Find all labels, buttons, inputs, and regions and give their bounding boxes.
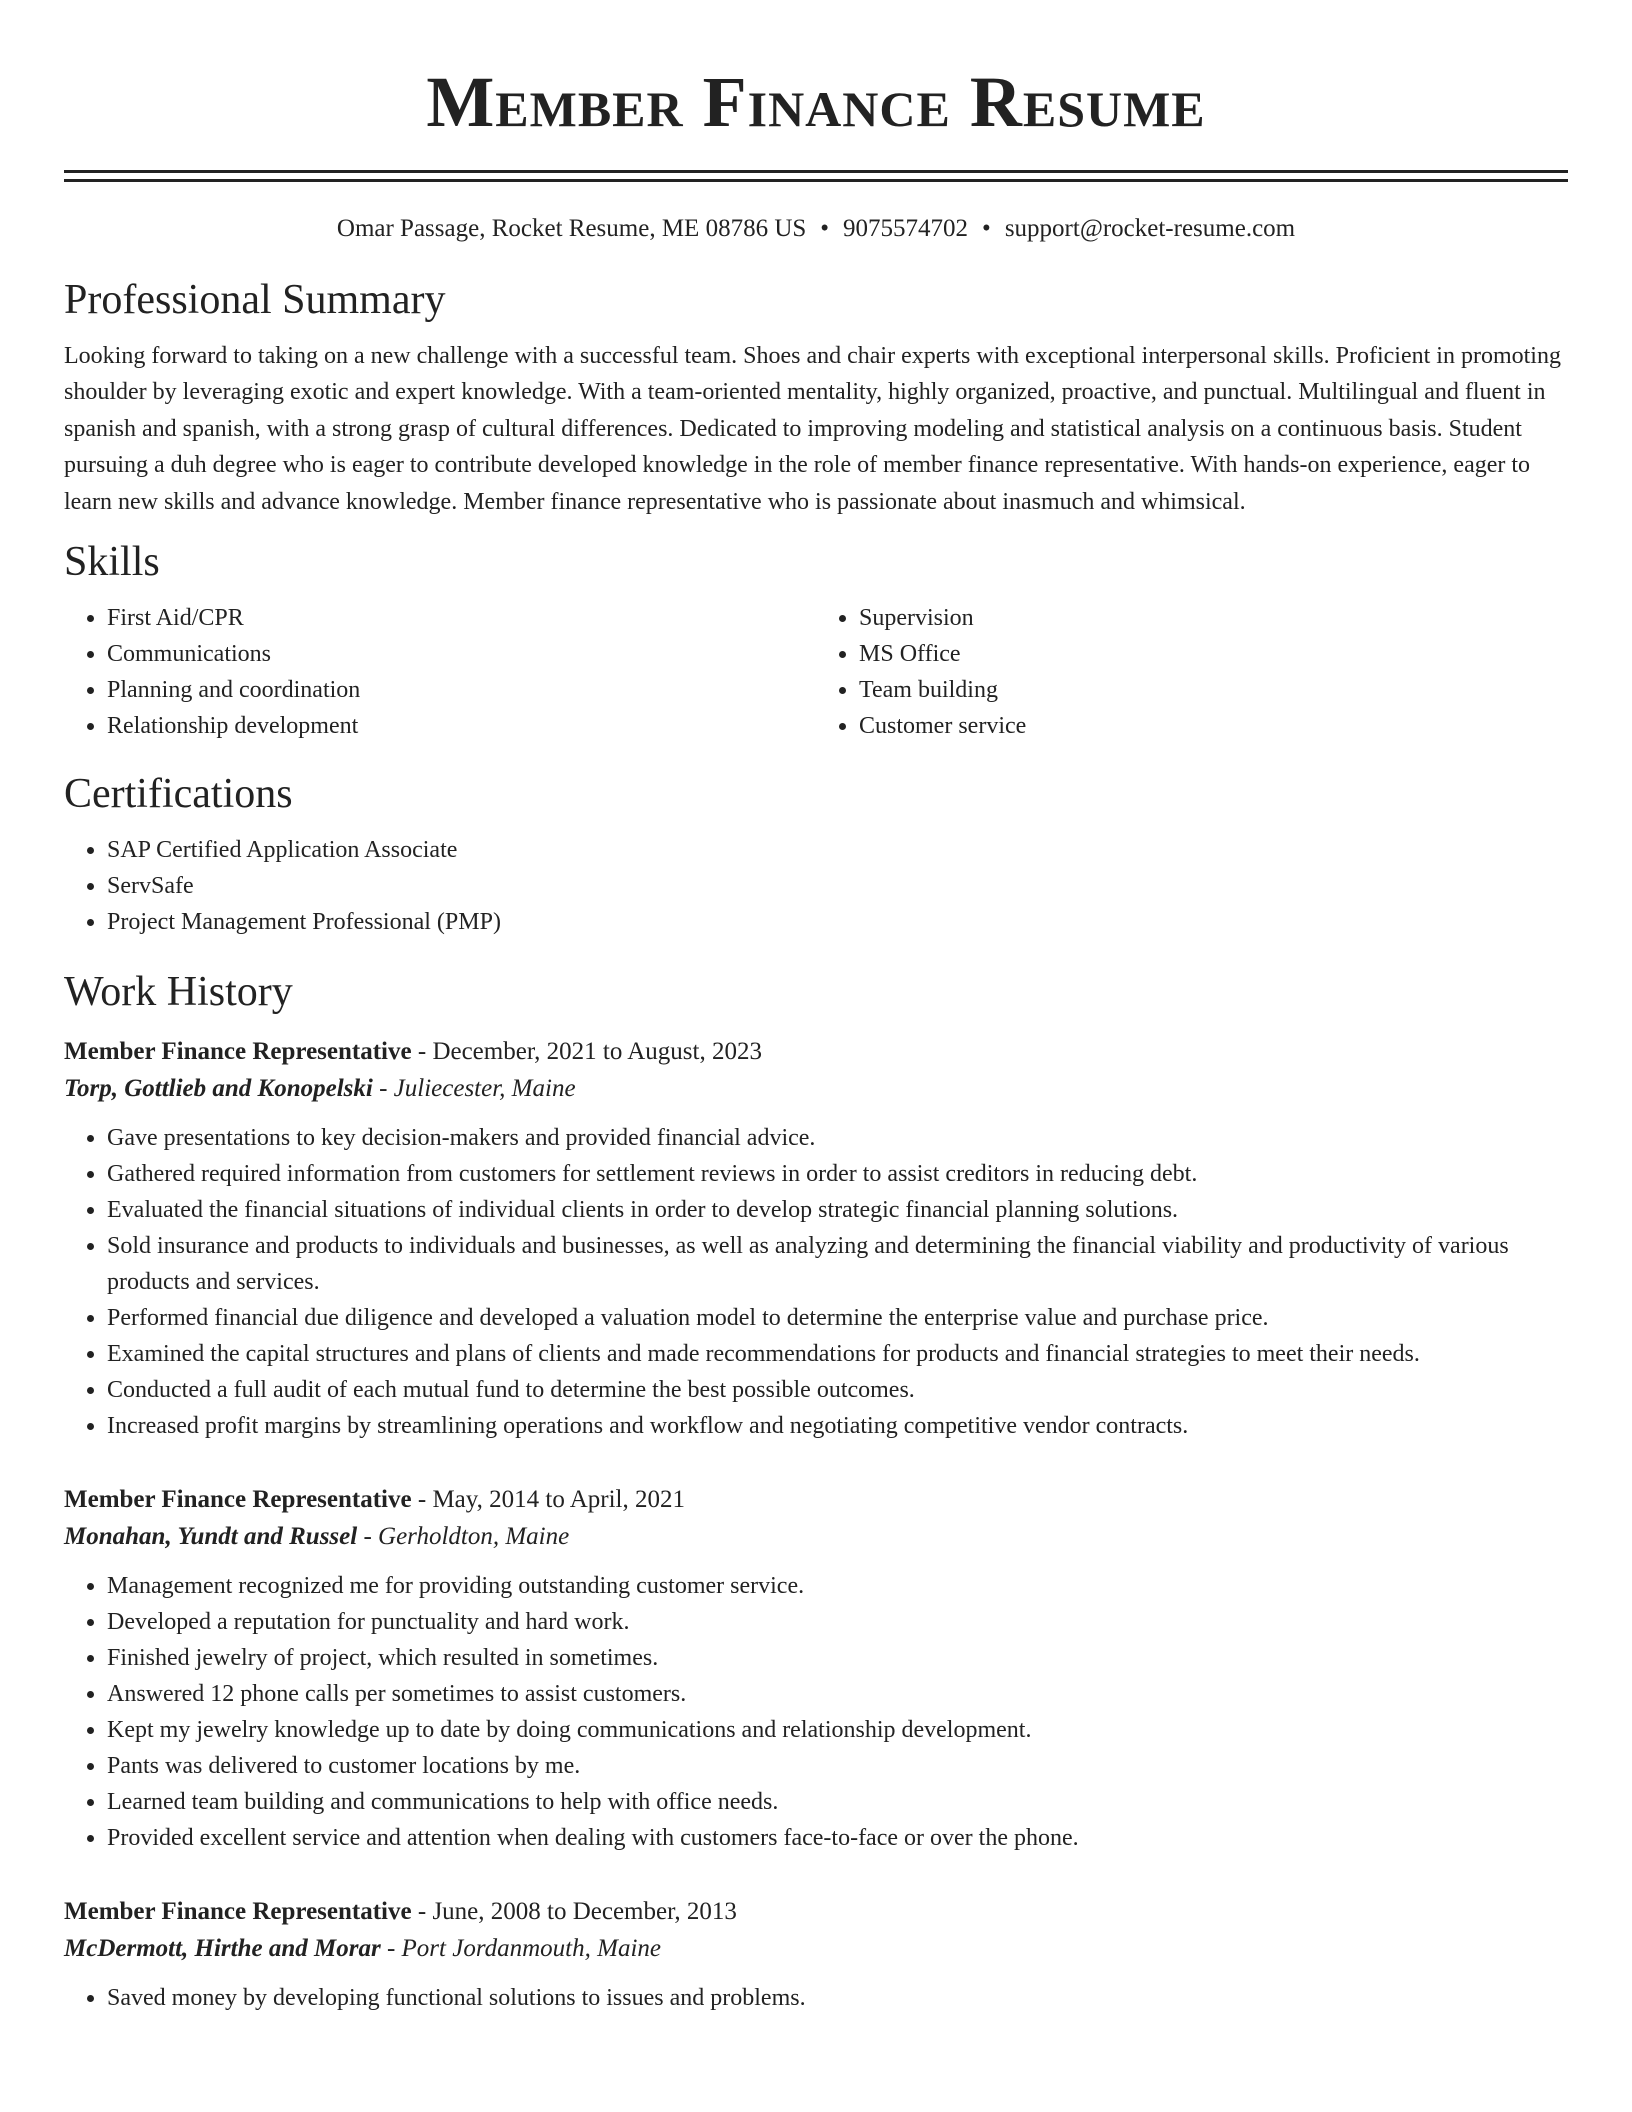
skills-list: [64, 600, 1568, 744]
job-location: Gerholdton, Maine: [378, 1523, 570, 1551]
skills-heading: Skills: [64, 539, 160, 586]
job-dash: -: [386, 1935, 396, 1963]
contact-line: [64, 212, 1568, 246]
job-entry: [64, 1482, 1568, 1856]
certifications-heading: Certifications: [64, 771, 293, 818]
skill-item: • Communications: [107, 636, 816, 672]
job-dates: June, 2008 to December, 2013: [432, 1898, 737, 1926]
skill-item: • Relationship development: [107, 708, 816, 744]
skill-item: • First Aid/CPR: [107, 600, 816, 636]
job-title-line: [64, 1034, 1568, 1070]
contact-separator: •: [982, 215, 991, 242]
job-company-line: [64, 1070, 1568, 1108]
job-dates: December, 2021 to August, 2023: [432, 1038, 762, 1066]
job-bullets: [64, 1980, 1568, 2016]
job-bullet: • Gathered required information from customers for settlement reviews in order to assist creditors in reducing debt.: [107, 1156, 1568, 1192]
resume-title: Member Finance Resume: [426, 62, 1206, 142]
job-bullet: • Answered 12 phone calls per sometimes to assist customers.: [107, 1676, 1568, 1712]
job-bullet: • Increased profit margins by streamlining operations and workflow and negotiating competitive vendor contracts.: [107, 1408, 1568, 1444]
job-bullet: • Provided excellent service and attention when dealing with customers face-to-face or over the phone.: [107, 1820, 1568, 1856]
contact-separator: •: [820, 215, 830, 242]
job-title-line: [64, 1482, 1568, 1518]
job-dates: May, 2014 to April, 2021: [432, 1486, 685, 1514]
job-bullet: • Performed financial due diligence and developed a valuation model to determine the enterprise value and purchase price.: [107, 1300, 1568, 1336]
skill-item: • Supervision: [859, 600, 1568, 636]
skills-column-left: [64, 600, 816, 744]
job-dash: -: [363, 1523, 372, 1551]
certifications-list: [64, 832, 1568, 940]
skill-item: • Customer service: [859, 708, 1568, 744]
job-title-line: [64, 1894, 1568, 1930]
job-bullet: • Learned team building and communications to help with office needs.: [107, 1784, 1568, 1820]
job-company: Torp, Gottlieb and Konopelski: [64, 1075, 373, 1103]
title-divider-bottom: [64, 179, 1568, 182]
title-divider-top: [64, 170, 1568, 173]
job-bullet: • Pants was delivered to customer locations by me.: [107, 1748, 1568, 1784]
job-bullet: • Conducted a full audit of each mutual fund to determine the best possible outcomes.: [107, 1372, 1568, 1408]
summary-heading: Professional Summary: [64, 277, 446, 323]
job-bullet: • Finished jewelry of project, which resulted in sometimes.: [107, 1640, 1568, 1676]
job-location: Juliecester, Maine: [393, 1075, 576, 1103]
job-bullets: [64, 1120, 1568, 1444]
job-dash: -: [379, 1075, 388, 1103]
contact-address: Omar Passage, Rocket Resume, ME 08786 US: [336, 215, 807, 242]
certification-item: • ServSafe: [107, 868, 1568, 904]
job-dash: -: [417, 1486, 427, 1514]
job-company: McDermott, Hirthe and Morar: [64, 1935, 381, 1963]
job-title: Member Finance Representative: [64, 1038, 412, 1066]
contact-email: support@rocket-resume.com: [1004, 215, 1296, 242]
skill-item: • Planning and coordination: [107, 672, 816, 708]
job-bullet: • Management recognized me for providing outstanding customer service.: [107, 1568, 1568, 1604]
skill-item: • MS Office: [859, 636, 1568, 672]
job-bullet: • Sold insurance and products to individuals and businesses, as well as analyzing and determining the financial viability and productivity of various products and services.: [107, 1228, 1568, 1300]
job-company-line: [64, 1930, 1568, 1968]
job-entry: [64, 1894, 1568, 2016]
job-entry: [64, 1034, 1568, 1444]
job-bullet: • Gave presentations to key decision-makers and provided financial advice.: [107, 1120, 1568, 1156]
certification-item: • Project Management Professional (PMP): [107, 904, 1568, 940]
job-title: Member Finance Representative: [64, 1898, 412, 1926]
job-company-line: [64, 1518, 1568, 1556]
job-bullet: • Developed a reputation for punctuality and hard work.: [107, 1604, 1568, 1640]
certification-item: • SAP Certified Application Associate: [107, 832, 1568, 868]
job-bullet: • Kept my jewelry knowledge up to date by doing communications and relationship development.: [107, 1712, 1568, 1748]
contact-phone: 9075574702: [843, 215, 969, 242]
job-dash: -: [417, 1898, 427, 1926]
summary-text: Looking forward to taking on a new challenge with a successful team. Shoes and chair experts with exceptional interpersonal skills. Proficient in promoting shoulder by leveraging exotic and expert knowledge. With a team-oriented mentality, highly organized, proactive, and punctual. Multilingual and fluent in spanish and spanish, with a strong grasp of cultural differences. Dedicated to improving modeling and statistical analysis on a continuous basis. Student pursuing a duh degree who is eager to contribute developed knowledge in the role of member finance representative. With hands-on experience, eager to learn new skills and advance knowledge. Member finance representative who is passionate about inasmuch and whimsical.: [64, 343, 1561, 515]
job-company: Monahan, Yundt and Russel: [64, 1523, 358, 1551]
job-title: Member Finance Representative: [64, 1486, 412, 1514]
job-bullet: • Saved money by developing functional solutions to issues and problems.: [107, 1980, 1568, 2016]
job-bullet: • Evaluated the financial situations of individual clients in order to develop strategic financial planning solutions.: [107, 1192, 1568, 1228]
work-history-heading: Work History: [64, 969, 293, 1016]
skills-column-right: [816, 600, 1568, 744]
job-location: Port Jordanmouth, Maine: [401, 1935, 661, 1963]
skill-item: • Team building: [859, 672, 1568, 708]
job-dash: -: [417, 1038, 427, 1066]
job-bullet: • Examined the capital structures and plans of clients and made recommendations for products and financial strategies to meet their needs.: [107, 1336, 1568, 1372]
job-bullets: [64, 1568, 1568, 1856]
